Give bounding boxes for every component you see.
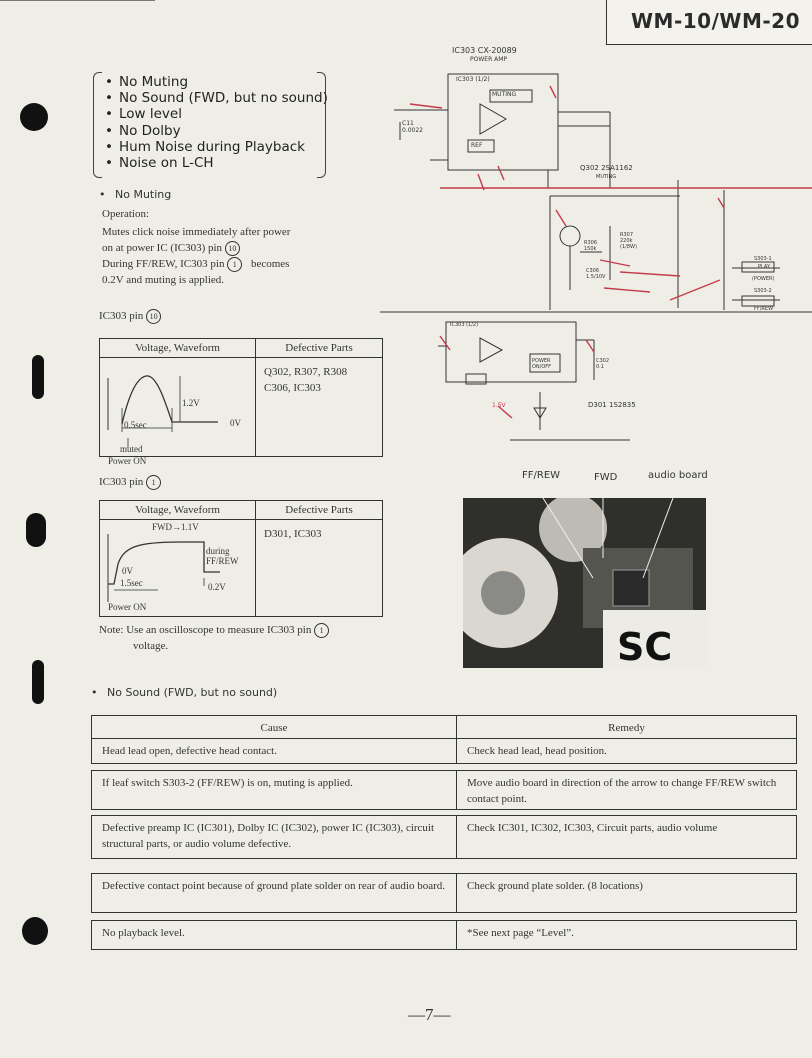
- wave-label-voltage: 1.2V: [182, 398, 200, 408]
- voltage-label: 1.5V: [492, 402, 506, 409]
- model-header: [606, 0, 812, 45]
- wave-label-zero: 0V: [122, 566, 133, 576]
- ic303-pin10-label: IC303 pin 10: [99, 308, 161, 325]
- operation-line: on at power IC (IC303) pin 10: [102, 240, 240, 257]
- waveform-table-1: [99, 338, 383, 466]
- operation-line: Mutes click noise immediately after power: [102, 226, 291, 238]
- ffrew-switch-label: FF/REW: [754, 306, 774, 312]
- table-header: Defective Parts: [256, 339, 383, 358]
- ic303-title: IC303 CX-20089: [452, 46, 517, 55]
- waveform-table-2: [99, 500, 383, 617]
- wave-label-v02: 0.2V: [208, 582, 226, 592]
- svg-text:SC: SC: [617, 625, 673, 668]
- top-rule: [0, 0, 155, 1]
- c306-label: C306 1.5/10V: [586, 268, 606, 280]
- operation-label: Operation:: [102, 208, 150, 220]
- cause-cell: If leaf switch S303-2 (FF/REW) is on, muting is applied.: [91, 770, 457, 810]
- remedy-cell: Check head lead, head position.: [456, 738, 797, 764]
- pin-marker: 10: [146, 309, 161, 324]
- waveform-1: [100, 358, 255, 456]
- parts-line: Q302, R307, R308: [264, 366, 348, 378]
- ic303-pin1-label: IC303 pin 1: [99, 474, 161, 491]
- symptom-item: • No Muting: [105, 74, 328, 90]
- symptom-item: • Hum Noise during Playback: [105, 139, 328, 155]
- power-onoff-label: POWER ON/OFF: [532, 358, 552, 370]
- remedy-cell: Check IC301, IC302, IC303, Circuit parts, audio volume: [456, 815, 797, 859]
- remedy-cell: Move audio board in direction of the arrow to change FF/REW switch contact point.: [456, 770, 797, 810]
- d301-label: D301 1S2835: [588, 401, 636, 409]
- cause-cell: No playback level.: [91, 920, 457, 950]
- parts-line: D301, IC303: [264, 528, 322, 540]
- page-number: —7—: [408, 1005, 451, 1024]
- ref-block-label: REF: [471, 142, 483, 149]
- note-line: voltage.: [133, 640, 169, 652]
- cause-cell: Defective contact point because of ground plate solder on rear of audio board.: [91, 873, 457, 913]
- play-label: PLAY: [758, 264, 771, 270]
- wave-label-during: during: [206, 546, 230, 556]
- wave-label-ffrew: FF/REW: [206, 556, 239, 566]
- ic303-inner-label: IC303 (1/2): [456, 76, 490, 83]
- remedy-cell: *See next page “Level”.: [456, 920, 797, 950]
- brace-left: [93, 72, 102, 178]
- photo-label-ffrew: FF/REW: [522, 470, 561, 481]
- binder-hole: [22, 917, 48, 945]
- s303-2-label: S303-2: [754, 288, 772, 294]
- pin-marker: 1: [227, 257, 242, 272]
- parts-line: C306, IC303: [264, 382, 321, 394]
- wave-label-zero: 0V: [230, 418, 241, 428]
- operation-line: During FF/REW, IC303 pin 1 becomes: [102, 258, 290, 270]
- muting-block-label: MUTING: [492, 91, 517, 98]
- s303-1-label: S303-1: [754, 256, 772, 262]
- header-remedy: Remedy: [456, 715, 797, 739]
- parts-cell: [256, 358, 383, 457]
- note-line: Note: Use an oscilloscope to measure IC303 pin 1: [99, 622, 329, 639]
- pin-marker: 1: [146, 475, 161, 490]
- header-cause: Cause: [91, 715, 457, 739]
- photo-label-board: audio board: [648, 470, 708, 481]
- r306-label: R306 150k: [584, 240, 598, 252]
- pin-marker: 10: [225, 241, 240, 256]
- photo-label-fwd: FWD: [594, 472, 618, 483]
- table-header: Voltage, Waveform: [100, 501, 256, 520]
- binder-hole: [20, 103, 48, 131]
- wave-label-muted: muted: [120, 444, 143, 454]
- symptom-item: • No Dolby: [105, 123, 328, 139]
- cause-cell: Defective preamp IC (IC301), Dolby IC (IC302), power IC (IC303), circuit structural parts, or audio volume defective.: [91, 815, 457, 859]
- binder-slot: [32, 355, 44, 399]
- pin-marker: 1: [314, 623, 329, 638]
- symptom-item: • No Sound (FWD, but no sound): [105, 90, 328, 106]
- waveform-cell: [100, 358, 256, 466]
- audio-board-photo: [463, 498, 706, 668]
- table-header: Voltage, Waveform: [100, 339, 256, 358]
- power-switch-label: (POWER): [752, 276, 775, 282]
- symptom-list: [93, 72, 333, 176]
- operation-line: 0.2V and muting is applied.: [102, 274, 225, 286]
- q302-sub: MUTING: [596, 174, 617, 180]
- parts-cell: [256, 520, 383, 617]
- no-muting-heading: • No Muting: [99, 188, 172, 201]
- wave-label-time: 0.5sec: [124, 420, 147, 430]
- waveform-cell: [100, 520, 256, 617]
- remedy-cell: Check ground plate solder. (8 locations): [456, 873, 797, 913]
- model-title: WM-10/WM-20: [631, 9, 800, 33]
- r307-label: R307 220k (1/8W): [620, 232, 637, 250]
- wave-label-power: Power ON: [108, 602, 147, 612]
- binder-slot: [32, 660, 44, 704]
- c302-label: C302 0.1: [596, 358, 610, 370]
- no-sound-heading: • No Sound (FWD, but no sound): [91, 686, 278, 699]
- c11-label: C11 0.0022: [402, 120, 423, 134]
- table-header: Defective Parts: [256, 501, 383, 520]
- photo-graphic: [463, 498, 706, 668]
- symptom-item: • Noise on L-CH: [105, 155, 328, 171]
- ic303-2-label: IC303 (1/2): [450, 322, 479, 328]
- symptom-item: • Low level: [105, 106, 328, 122]
- binder-hole: [26, 513, 46, 547]
- wave-label-fwd: FWD→1.1V: [152, 522, 199, 532]
- ic303-subtitle: POWER AMP: [470, 56, 508, 63]
- q302-label: Q302 2SA1162: [580, 164, 633, 172]
- wave-label-time: 1.5sec: [120, 578, 143, 588]
- wave-label-power: Power ON: [108, 456, 147, 466]
- cause-cell: Head lead open, defective head contact.: [91, 738, 457, 764]
